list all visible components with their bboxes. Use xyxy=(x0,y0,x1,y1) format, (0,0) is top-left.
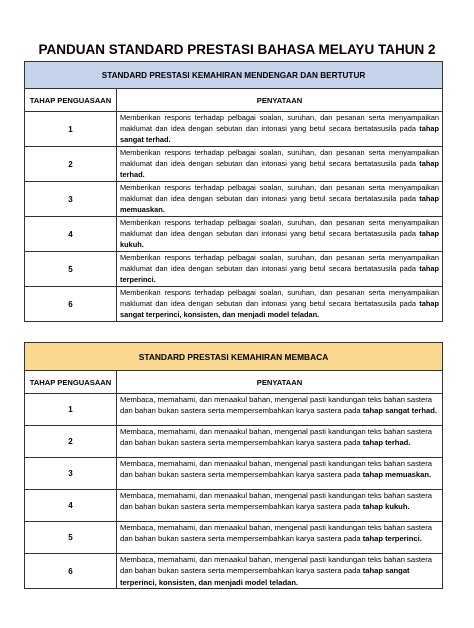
statement-cell xyxy=(117,217,443,252)
table-row xyxy=(25,522,443,554)
statement-cell xyxy=(117,182,443,217)
statement-cell xyxy=(117,147,443,182)
table-heading: STANDARD PRESTASI KEMAHIRAN MEMBACA xyxy=(25,343,443,371)
table-row xyxy=(25,394,443,426)
statement-text: Membaca, memahami, dan menaakul bahan, mengenal pasti kandungan teks bahan sastera dan bahan bukan sastera serta mempersembahkan karya sastera pada xyxy=(120,523,432,544)
level-cell: 1 xyxy=(25,112,117,147)
statement-text: Membaca, memahami, dan menaakul bahan, mengenal pasti kandungan teks bahan sastera dan bahan bukan sastera serta mempersembahkan karya sastera pada xyxy=(120,427,432,448)
table-row xyxy=(25,426,443,458)
table-row xyxy=(25,147,443,182)
statement-level-emphasis: tahap sangat terperinci, konsisten, dan menjadi model teladan. xyxy=(120,299,440,320)
level-cell: 4 xyxy=(25,490,117,522)
statement-cell xyxy=(117,394,443,426)
statement-level-emphasis: tahap sangat terhad. xyxy=(362,406,437,416)
statement-cell xyxy=(117,554,443,589)
table-row xyxy=(25,458,443,490)
statement-level-emphasis: tahap kukuh. xyxy=(120,229,440,250)
statement-cell xyxy=(117,112,443,147)
statement-level-emphasis: tahap sangat terperinci, konsisten, dan menjadi model teladan. xyxy=(120,566,410,587)
statement-level-emphasis: tahap memuaskan. xyxy=(120,194,440,215)
statement-level-emphasis: tahap sangat terhad. xyxy=(120,124,440,145)
statement-text: Memberikan respons terhadap pelbagai soalan, suruhan, dan pesanan serta menyampaikan maklumat dan idea dengan sebutan dan intonasi yang betul secara bertatasusila pada xyxy=(120,253,440,274)
column-header-statement: PENYATAAN xyxy=(117,371,443,394)
table-row xyxy=(25,112,443,147)
table-heading: STANDARD PRESTASI KEMAHIRAN MENDENGAR DAN BERTUTUR xyxy=(25,62,443,89)
statement-cell xyxy=(117,522,443,554)
listening-speaking-table xyxy=(24,61,443,322)
statement-level-emphasis: tahap memuaskan. xyxy=(362,470,432,480)
table-row xyxy=(25,287,443,322)
level-cell: 3 xyxy=(25,182,117,217)
page-title: PANDUAN STANDARD PRESTASI BAHASA MELAYU TAHUN 2 xyxy=(38,42,436,57)
statement-level-emphasis: tahap kukuh. xyxy=(362,502,410,512)
table-row xyxy=(25,554,443,589)
statement-cell xyxy=(117,252,443,287)
reading-table xyxy=(24,342,443,589)
column-header-level: TAHAP PENGUASAAN xyxy=(25,89,117,112)
column-header-statement: PENYATAAN xyxy=(117,89,443,112)
level-cell: 2 xyxy=(25,147,117,182)
level-cell: 5 xyxy=(25,522,117,554)
statement-cell xyxy=(117,287,443,322)
table-row xyxy=(25,490,443,522)
statement-text: Memberikan respons terhadap pelbagai soalan, suruhan, dan pesanan serta menyampaikan maklumat dan idea dengan sebutan dan intonasi yang betul secara bertatasusila pada xyxy=(120,218,440,239)
statement-level-emphasis: tahap terperinci. xyxy=(362,534,422,544)
statement-text: Memberikan respons terhadap pelbagai soalan, suruhan, dan pesanan serta menyampaikan maklumat dan idea dengan sebutan dan intonasi yang betul secara bertatasusila pada xyxy=(120,183,440,204)
table-row xyxy=(25,182,443,217)
table-row xyxy=(25,252,443,287)
statement-text: Memberikan respons terhadap pelbagai soalan, suruhan, dan pesanan serta menyampaikan maklumat dan idea dengan sebutan dan intonasi yang betul secara bertatasusila pada xyxy=(120,148,440,169)
statement-level-emphasis: tahap terhad. xyxy=(362,438,411,448)
level-cell: 3 xyxy=(25,458,117,490)
statement-level-emphasis: tahap terperinci. xyxy=(120,264,440,285)
statement-text: Memberikan respons terhadap pelbagai soalan, suruhan, dan pesanan serta menyampaikan maklumat dan idea dengan sebutan dan intonasi yang betul secara bertatasusila pada xyxy=(120,288,440,309)
statement-text: Membaca, memahami, dan menaakul bahan, mengenal pasti kandungan teks bahan sastera dan bahan bukan sastera serta mempersembahkan karya sastera pada xyxy=(120,555,432,576)
table-row xyxy=(25,217,443,252)
statement-text: Membaca, memahami, dan menaakul bahan, mengenal pasti kandungan teks bahan sastera dan bahan bukan sastera serta mempersembahkan karya sastera pada xyxy=(120,491,432,512)
statement-cell xyxy=(117,490,443,522)
statement-cell xyxy=(117,426,443,458)
level-cell: 6 xyxy=(25,287,117,322)
statement-text: Membaca, memahami, dan menaakul bahan, mengenal pasti kandungan teks bahan sastera dan bahan bukan sastera serta mempersembahkan karya sastera pada xyxy=(120,459,432,480)
level-cell: 2 xyxy=(25,426,117,458)
statement-cell xyxy=(117,458,443,490)
column-header-level: TAHAP PENGUASAAN xyxy=(25,371,117,394)
statement-level-emphasis: tahap terhad. xyxy=(120,159,440,180)
statement-text: Memberikan respons terhadap pelbagai soalan, suruhan, dan pesanan serta menyampaikan maklumat dan idea dengan sebutan dan intonasi yang betul secara bertatasusila pada xyxy=(120,113,440,134)
level-cell: 6 xyxy=(25,554,117,589)
level-cell: 4 xyxy=(25,217,117,252)
level-cell: 5 xyxy=(25,252,117,287)
level-cell: 1 xyxy=(25,394,117,426)
statement-text: Membaca, memahami, dan menaakul bahan, mengenal pasti kandungan teks bahan sastera dan bahan bukan sastera serta mempersembahkan karya sastera pada xyxy=(120,395,432,416)
